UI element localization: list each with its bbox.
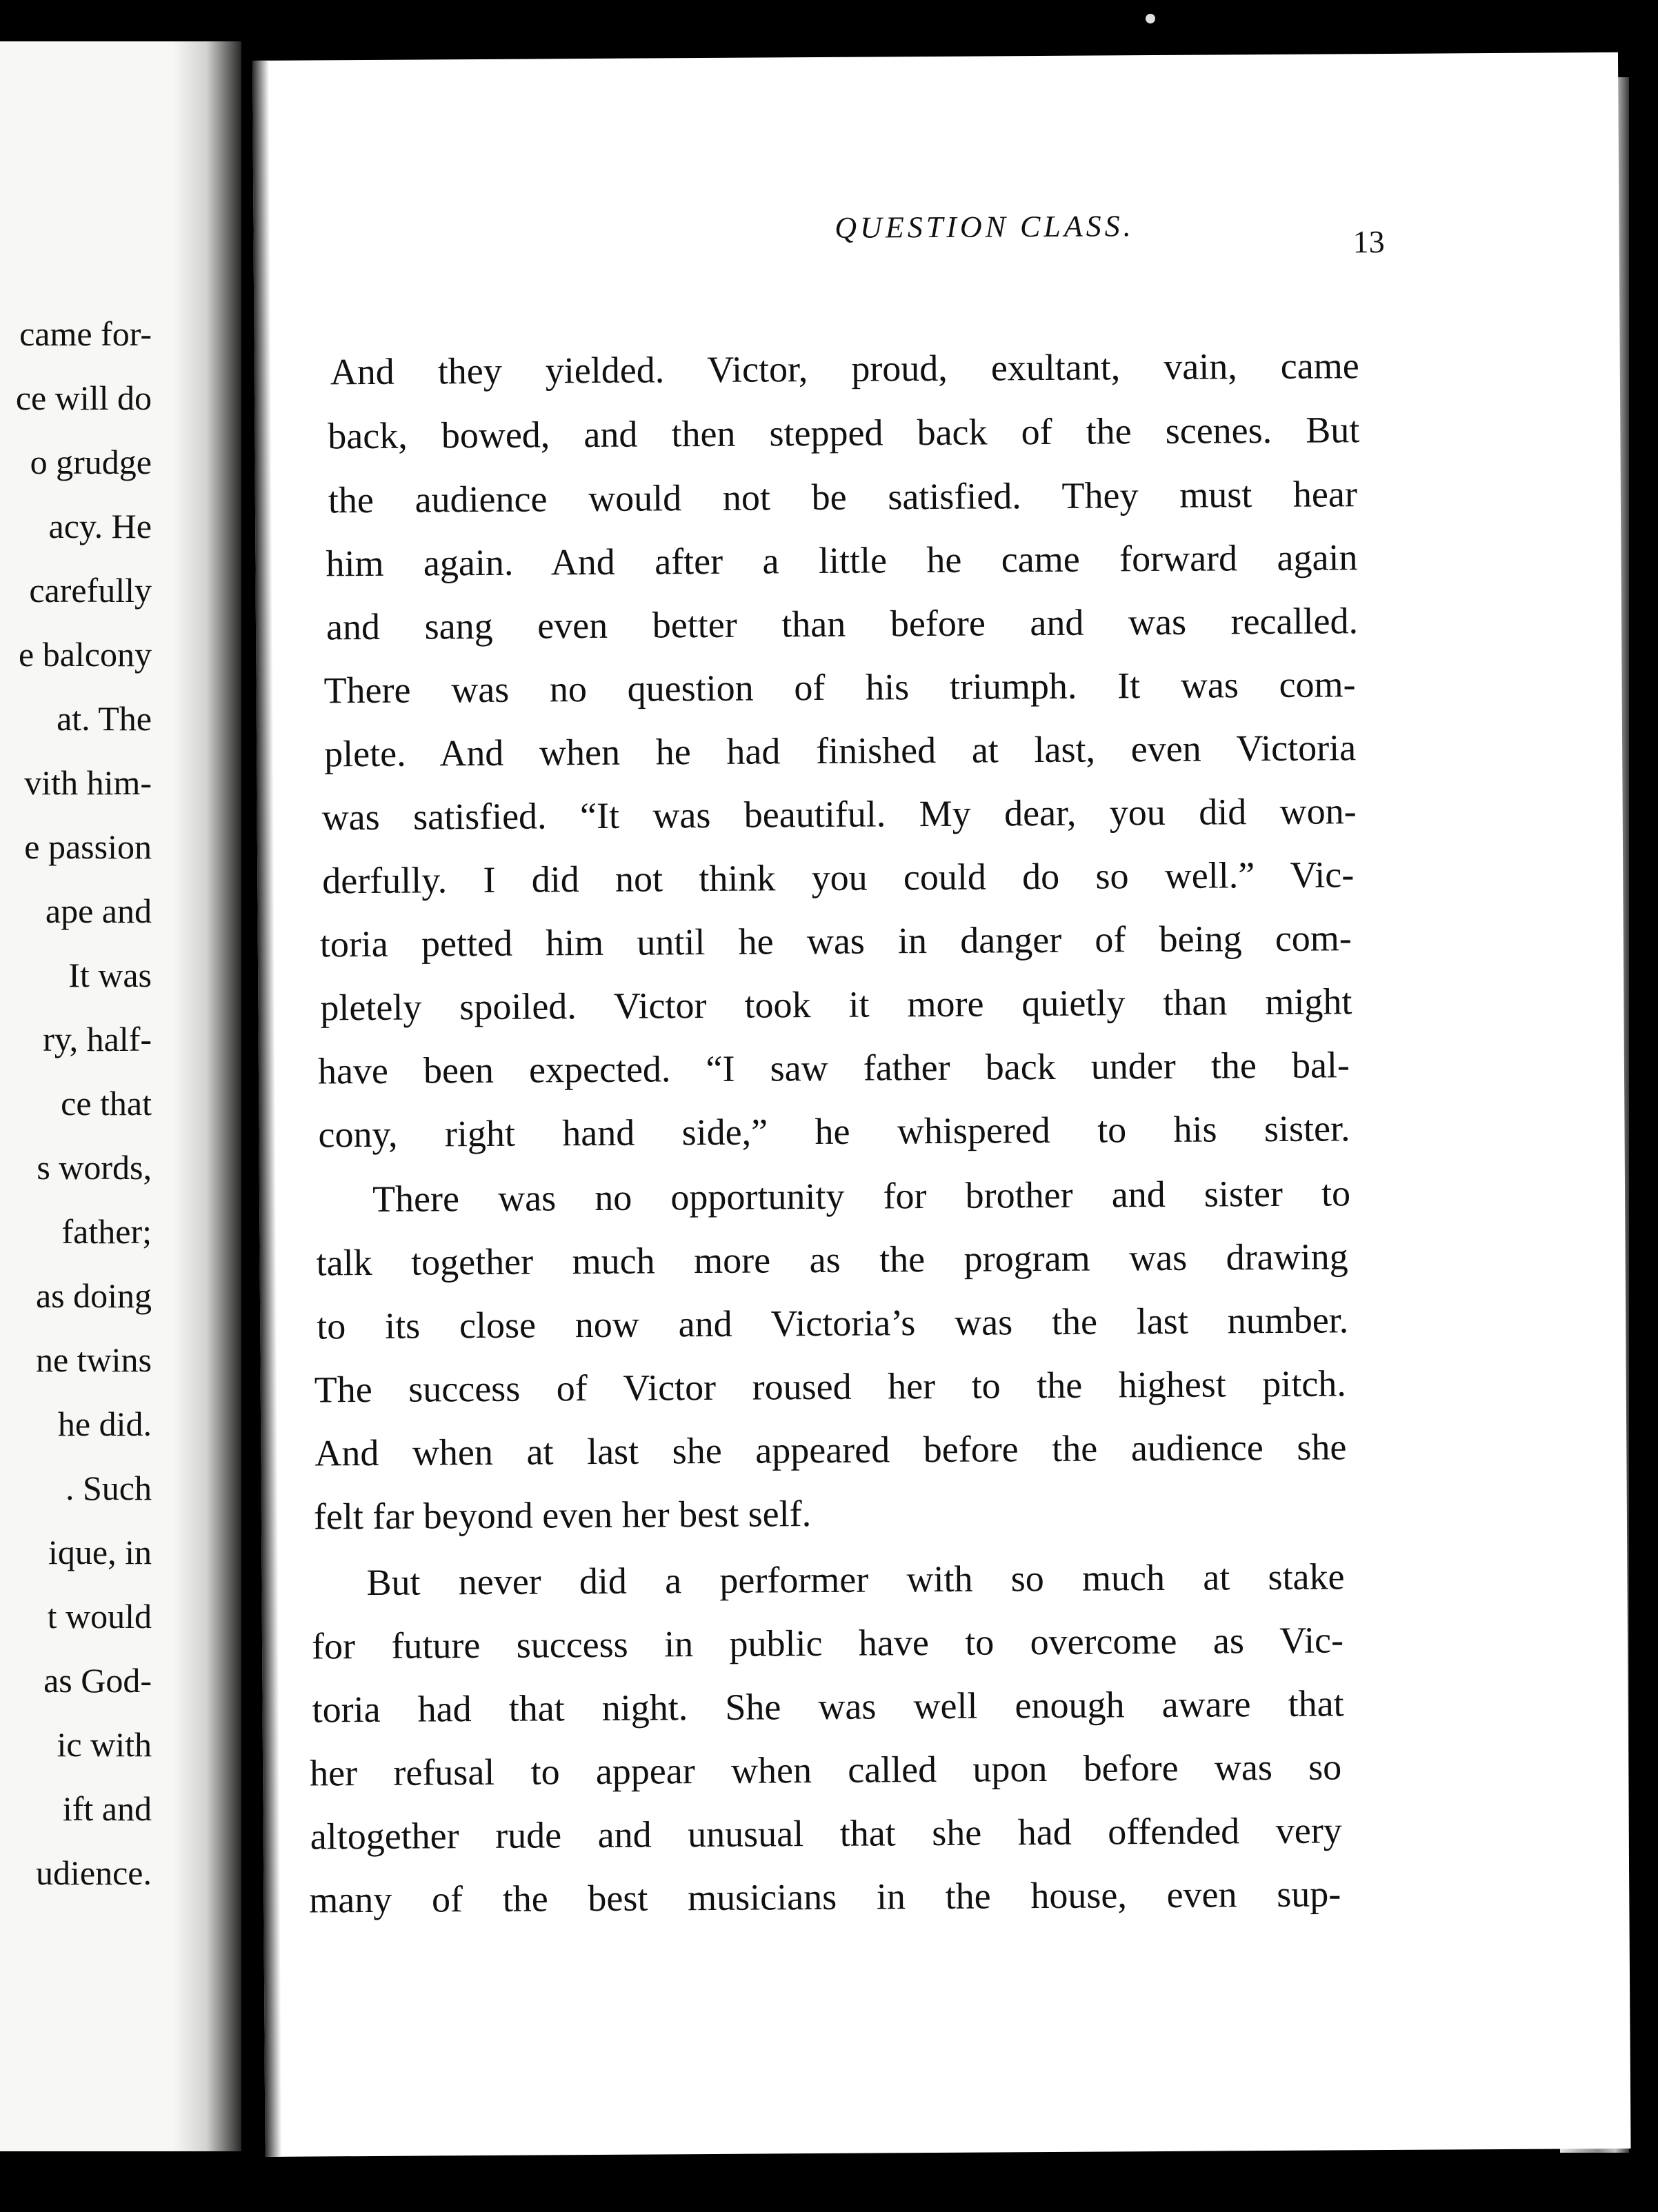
left-line: ique, in xyxy=(48,1533,152,1571)
left-line: ne twins xyxy=(35,1340,152,1379)
left-line: vith him- xyxy=(24,763,152,802)
text-line: have been expected. “I saw father back under the bal- xyxy=(317,1044,1350,1092)
left-line: ce will do xyxy=(15,379,152,417)
left-line: s words, xyxy=(37,1148,152,1187)
text-line: many of the best musicians in the house, even sup- xyxy=(309,1873,1341,1921)
left-line: ic with xyxy=(57,1725,152,1764)
text-line: pletely spoiled. Victor took it more quietly than might xyxy=(320,981,1352,1029)
left-page-text xyxy=(0,302,152,1905)
right-page xyxy=(252,52,1631,2157)
page-body-text xyxy=(252,52,1631,2157)
left-line: as God- xyxy=(43,1661,152,1700)
text-line: him again. And after a little he came forward again xyxy=(326,536,1358,585)
text-line: plete. And when he had finished at last, even Victoria xyxy=(323,727,1357,775)
left-line: as doing xyxy=(35,1276,152,1315)
text-line: The success of Victor roused her to the highest pitch. xyxy=(314,1363,1346,1411)
scan-speck xyxy=(1146,14,1155,23)
left-line: o grudge xyxy=(30,443,152,481)
text-line: derfully. I did not think you could do so well.” Vic- xyxy=(322,854,1355,902)
text-line: felt far beyond even her best self. xyxy=(313,1493,812,1538)
left-line: ape and xyxy=(45,892,152,930)
text-line: But never did a performer with so much at stake xyxy=(366,1556,1345,1604)
text-line: And they yielded. Victor, proud, exultant, vain, came xyxy=(330,345,1359,393)
left-line: ift and xyxy=(62,1789,152,1828)
text-line: back, bowed, and then stepped back of the scenes. But xyxy=(328,409,1360,457)
running-head: QUESTION CLASS. xyxy=(835,209,1135,245)
text-line: And when at last she appeared before the audience she xyxy=(314,1426,1347,1474)
left-line: ce that xyxy=(61,1084,152,1123)
text-line: cony, right hand side,” he whispered to his sister. xyxy=(318,1107,1350,1156)
left-line: came for- xyxy=(19,314,152,353)
text-line: toria petted him until he was in danger of being com- xyxy=(319,917,1352,965)
left-line: . Such xyxy=(66,1469,152,1507)
left-line: udience. xyxy=(36,1853,152,1892)
left-page-gutter-shadow xyxy=(172,41,248,2151)
text-line: There was no question of his triumph. It was com- xyxy=(323,663,1356,712)
text-line: her refusal to appear when called upon before was so xyxy=(309,1746,1342,1794)
text-line: was satisfied. “It was beautiful. My dear, you did won- xyxy=(321,790,1357,838)
left-line: t would xyxy=(47,1597,152,1636)
page-number: 13 xyxy=(1352,223,1385,260)
left-line: e passion xyxy=(24,827,152,866)
left-line: It was xyxy=(68,956,152,994)
left-line: e balcony xyxy=(19,635,152,674)
left-line: acy. He xyxy=(48,507,152,545)
text-line: and sang even better than before and was recalled. xyxy=(326,600,1359,648)
left-line: at. The xyxy=(57,699,152,738)
text-line: to its close now and Victoria’s was the last number. xyxy=(317,1299,1349,1347)
text-line: There was no opportunity for brother and sister to xyxy=(372,1172,1351,1220)
text-line: talk together much more as the program was drawing xyxy=(316,1236,1348,1284)
text-line: toria had that night. She was well enough aware that xyxy=(312,1682,1344,1731)
text-line: the audience would not be satisfied. They must hear xyxy=(328,473,1358,521)
left-line: father; xyxy=(61,1212,152,1251)
left-line: ry, half- xyxy=(43,1020,152,1058)
text-line: altogether rude and unusual that she had offended very xyxy=(310,1809,1342,1858)
left-line: carefully xyxy=(29,571,152,610)
text-line: for future success in public have to overcome as Vic- xyxy=(311,1619,1344,1667)
left-line: he did. xyxy=(57,1405,152,1443)
